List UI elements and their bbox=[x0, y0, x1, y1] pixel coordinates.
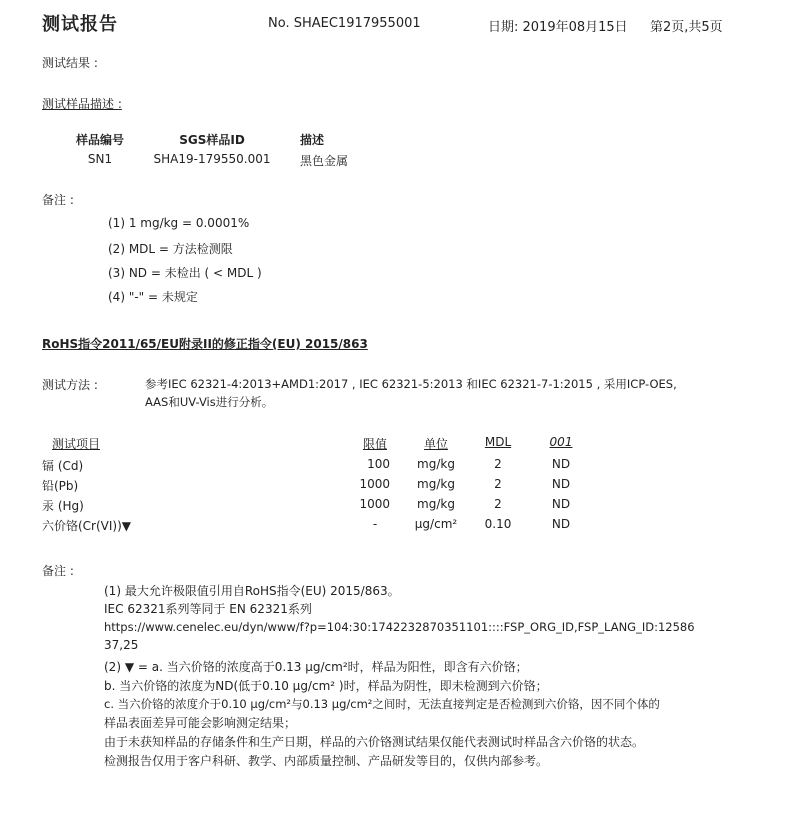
result-item: 汞 (Hg) bbox=[42, 499, 84, 513]
results-header-unit: 单位 bbox=[423, 437, 448, 451]
result-limit: 100 bbox=[367, 457, 390, 471]
note2-url: https://www.cenelec.eu/dyn/www/f?p=104:30:1742232870351101::::FSP_ORG_ID,FSP_LANG_ID:12586 bbox=[104, 620, 695, 634]
result-unit: µg/cm² bbox=[414, 517, 458, 531]
result-item: 镉 (Cd) bbox=[42, 459, 84, 473]
sample-description-label: 测试样品描述 : bbox=[42, 97, 122, 111]
note2-item: (1) 最大允许极限值引用自RoHS指令(EU) 2015/863。 bbox=[104, 584, 400, 598]
result-mdl: 2 bbox=[494, 477, 502, 491]
result-mdl: 0.10 bbox=[484, 517, 512, 531]
section-title: RoHS指令2011/65/EU附录II的修正指令(EU) 2015/863 bbox=[42, 337, 368, 351]
note-item: (2) MDL = 方法检测限 bbox=[108, 242, 233, 256]
result-value: ND bbox=[551, 517, 571, 531]
results-label: 测试结果 : bbox=[42, 56, 98, 70]
notes-label: 备注 : bbox=[42, 193, 74, 207]
note2-url-continued: 37,25 bbox=[104, 638, 139, 652]
sample-table-cell-description: 黑色金属 bbox=[300, 154, 349, 168]
result-limit: - bbox=[372, 517, 378, 531]
sample-table-header-sgs-id: SGS样品ID bbox=[179, 133, 245, 147]
report-number: No. SHAEC1917955001 bbox=[268, 16, 421, 31]
note2-item: IEC 62321系列等同于 EN 62321系列 bbox=[104, 602, 312, 616]
note-item: (4) "-" = 未规定 bbox=[108, 290, 198, 304]
method-label: 测试方法 : bbox=[42, 378, 98, 392]
result-limit: 1000 bbox=[359, 497, 390, 511]
result-unit: mg/kg bbox=[417, 477, 455, 491]
note2-item: 样品表面差异可能会影响测定结果； bbox=[104, 716, 297, 730]
note2-item: (2) ▼ = a. 当六价铬的浓度高于0.13 µg/cm²时，样品为阳性，即含有六价铬； bbox=[104, 660, 528, 674]
note2-item: 检测报告仅用于客户科研、教学、内部质量控制、产品研发等目的，仅供内部参考。 bbox=[104, 754, 549, 768]
result-unit: mg/kg bbox=[417, 457, 455, 471]
note-item: (1) 1 mg/kg = 0.0001% bbox=[108, 216, 250, 230]
note-item: (3) ND = 未检出 ( < MDL ) bbox=[108, 266, 262, 280]
results-header-limit: 限值 bbox=[362, 437, 387, 451]
result-mdl: 2 bbox=[494, 457, 502, 471]
result-value: ND bbox=[551, 497, 571, 511]
result-item: 六价铬(Cr(VI))▼ bbox=[42, 519, 132, 533]
result-value: ND bbox=[551, 477, 571, 491]
note2-item: 由于未获知样品的存储条件和生产日期，样品的六价铬测试结果仅能代表测试时样品含六价铬的状态。 bbox=[104, 735, 645, 749]
result-mdl: 2 bbox=[494, 497, 502, 511]
method-text-line1: 参考IEC 62321-4:2013+AMD1:2017 , IEC 62321-5:2013 和IEC 62321-7-1:2015 , 采用ICP-OES, bbox=[145, 377, 677, 391]
method-text-line2: AAS和UV-Vis进行分析。 bbox=[145, 395, 274, 409]
result-value: ND bbox=[551, 457, 571, 471]
sample-table-cell-number: SN1 bbox=[87, 152, 113, 166]
sample-table-cell-sgs-id: SHA19-179550.001 bbox=[153, 152, 271, 166]
note2-item: b. 当六价铬的浓度为ND(低于0.10 µg/cm² )时，样品为阴性，即未检测到六价铬； bbox=[104, 679, 548, 693]
results-header-mdl: MDL bbox=[484, 435, 512, 449]
results-header-sample: 001 bbox=[549, 435, 573, 449]
result-item: 铅(Pb) bbox=[42, 479, 79, 493]
result-unit: mg/kg bbox=[417, 497, 455, 511]
result-limit: 1000 bbox=[359, 477, 390, 491]
sample-table-header-number: 样品编号 bbox=[75, 133, 124, 147]
page-indicator: 第2页,共5页 bbox=[650, 20, 723, 35]
sample-table-header-description: 描述 bbox=[300, 133, 325, 147]
report-title: 测试报告 bbox=[42, 14, 118, 35]
note2-item: c. 当六价铬的浓度介于0.10 µg/cm²与0.13 µg/cm²之间时，无法直接判定是否检测到六价铬，因不同个体的 bbox=[104, 697, 660, 711]
notes2-label: 备注 : bbox=[42, 564, 74, 578]
report-date: 日期: 2019年08月15日 bbox=[488, 20, 628, 35]
results-header-item: 测试项目 bbox=[52, 437, 101, 451]
